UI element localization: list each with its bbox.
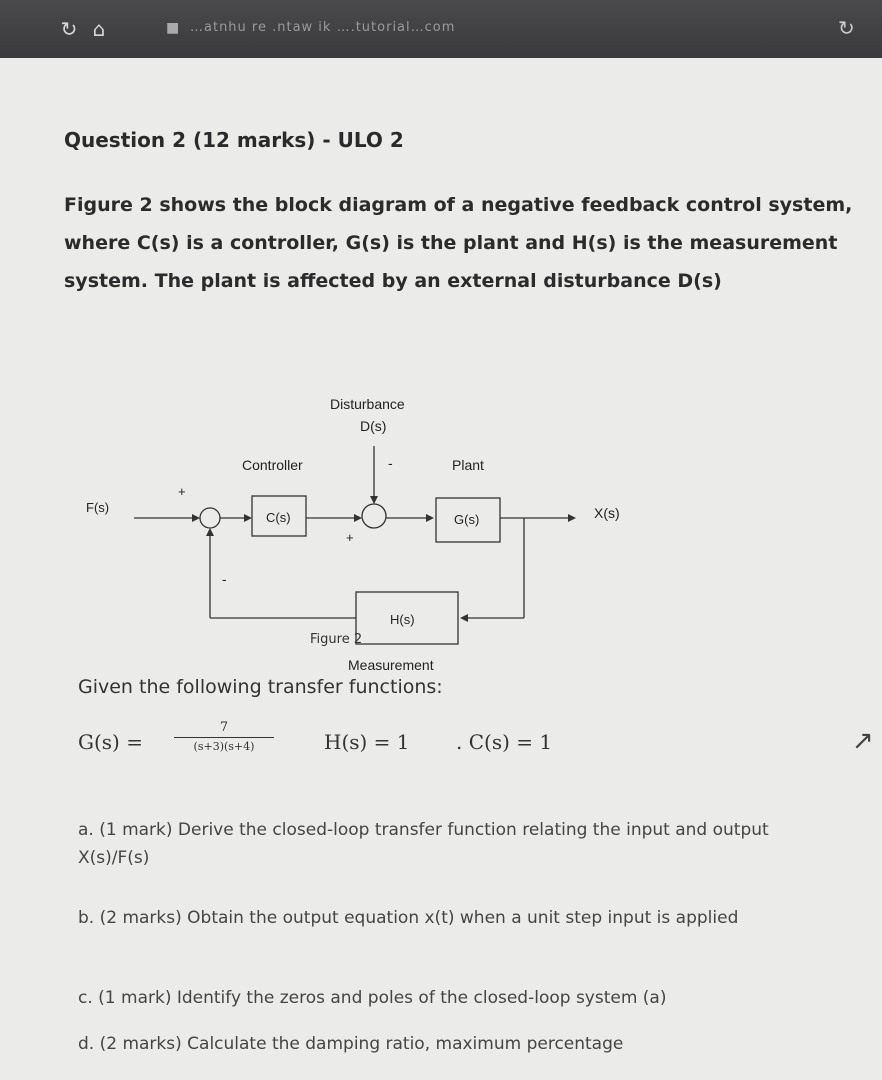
disturbance-label: Disturbance [330, 396, 405, 412]
disturbance-signal: D(s) [360, 418, 387, 434]
summing-junction-1 [200, 508, 220, 528]
page-content [0, 58, 882, 1080]
g-denominator: (s+3)(s+4) [193, 740, 255, 753]
input-signal: F(s) [86, 500, 110, 515]
refresh-icon[interactable]: ↻ [838, 16, 855, 40]
cursor-icon: ↗ [852, 726, 874, 756]
question-title: Question 2 (12 marks) - ULO 2 [64, 128, 404, 152]
controller-block-label: C(s) [266, 510, 291, 525]
g-equation-lhs: G(s) = [78, 730, 143, 754]
address-bar[interactable]: …atnhu re .ntaw ik ….tutorial…com [190, 20, 456, 35]
feedback-block-label: H(s) [390, 612, 415, 627]
intro-line: where C(s) is a controller, G(s) is the plant and H(s) is the measurement [64, 232, 838, 254]
part-b: b. (2 marks) Obtain the output equation x(t) when a unit step input is applied [78, 908, 739, 928]
g-fraction [174, 720, 274, 753]
sign-plus-controller: + [346, 530, 354, 545]
figure-caption: Figure 2 [310, 632, 363, 647]
given-heading: Given the following transfer functions: [78, 676, 443, 698]
transfer-functions [78, 720, 778, 774]
block-diagram-drawing [64, 336, 684, 673]
measurement-label: Measurement [348, 657, 434, 673]
sign-plus-input: + [178, 484, 186, 499]
c-equation: . C(s) = 1 [456, 730, 553, 754]
sign-minus-feedback: - [222, 571, 227, 587]
controller-label: Controller [242, 457, 303, 473]
g-numerator: 7 [174, 720, 274, 738]
intro-line: system. The plant is affected by an external disturbance D(s) [64, 270, 722, 292]
plant-label: Plant [452, 457, 484, 473]
intro-line: Figure 2 shows the block diagram of a negative feedback control system, [64, 194, 853, 216]
reload-icon[interactable]: ↻ [60, 17, 78, 41]
question-intro [64, 186, 864, 300]
part-a: a. (1 mark) Derive the closed-loop transfer function relating the input and output X(s)/F(s) [78, 820, 769, 868]
part-c: c. (1 mark) Identify the zeros and poles of the closed-loop system (a) [78, 988, 667, 1008]
h-equation: H(s) = 1 [324, 730, 410, 754]
lock-icon: ■ [166, 20, 180, 36]
output-signal: X(s) [594, 505, 620, 521]
home-icon[interactable]: ⌂ [92, 17, 106, 41]
summing-junction-2 [362, 504, 386, 528]
browser-toolbar [0, 0, 882, 58]
plant-block-label: G(s) [454, 512, 480, 527]
sign-minus-disturbance: - [388, 455, 393, 471]
part-d: d. (2 marks) Calculate the damping ratio, maximum percentage [78, 1034, 624, 1054]
